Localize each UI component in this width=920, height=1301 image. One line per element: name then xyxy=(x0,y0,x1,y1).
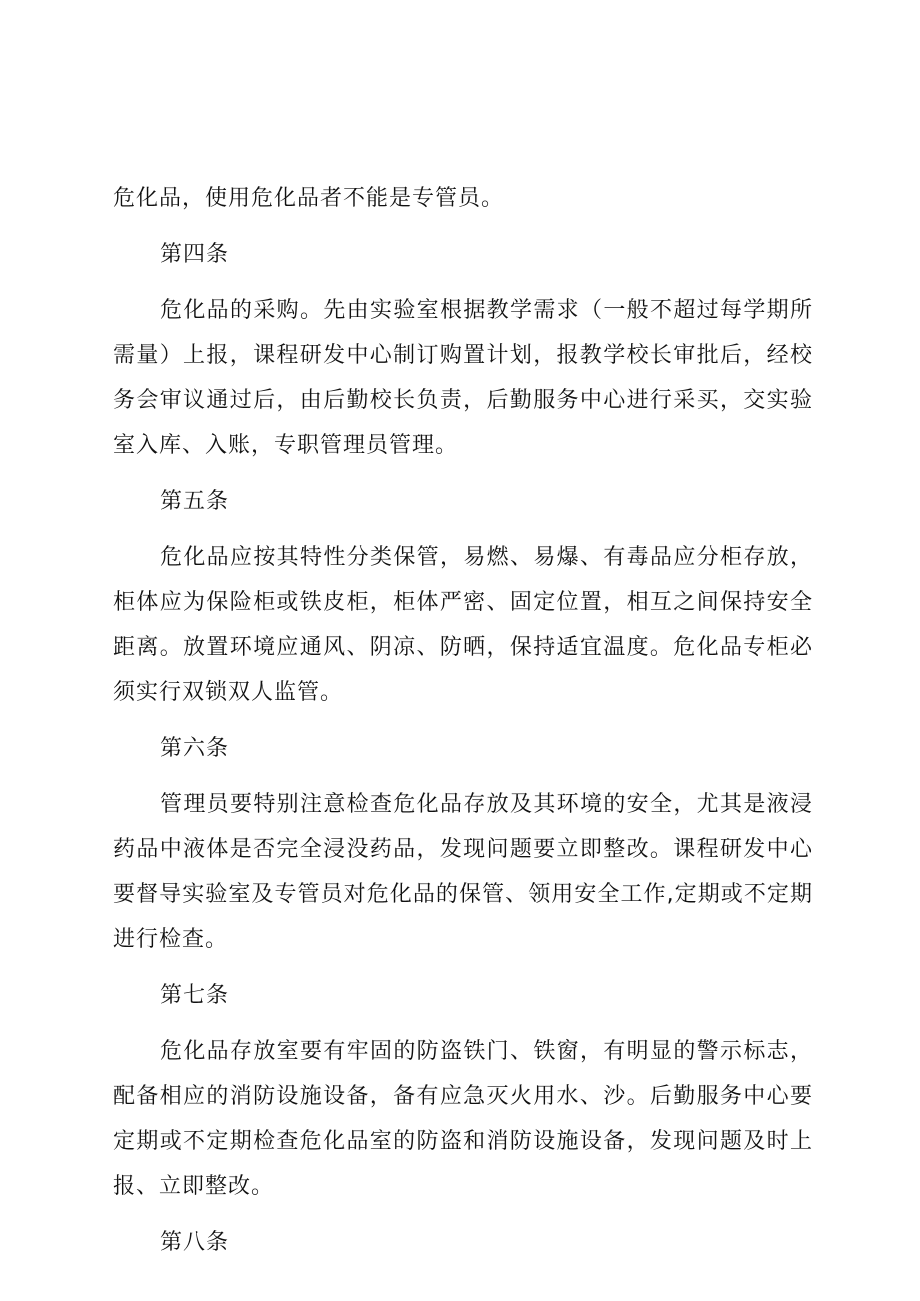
spacer xyxy=(113,715,813,726)
spacer xyxy=(113,1018,813,1029)
paragraph-continued: 危化品，使用危化品者不能是专管员。 xyxy=(113,186,505,211)
article-6-body: 管理员要特别注意检查危化品存放及其环境的安全，尤其是液浸药品中液体是否完全浸没药品，发现问题要立即整改。课程研发中心要督导实验室及专管员对危化品的保管、领用安全工作,定期或不定期进行检查。 xyxy=(113,792,813,952)
spacer xyxy=(113,524,813,535)
article-heading-5: 第五条 xyxy=(160,489,230,514)
spacer xyxy=(113,468,813,479)
document-body xyxy=(113,176,813,1265)
spacer xyxy=(113,221,813,232)
article-5-body: 危化品应按其特性分类保管，易燃、易爆、有毒品应分柜存放，柜体应为保险柜或铁皮柜，柜体严密、固定位置，相互之间保持安全距离。放置环境应通风、阴凉、防晒，保持适宜温度。危化品专柜必须实行双锁双人监管。 xyxy=(113,545,813,705)
spacer xyxy=(113,277,813,288)
spacer xyxy=(113,1209,813,1220)
article-heading-8: 第八条 xyxy=(160,1230,230,1255)
article-heading-6: 第六条 xyxy=(160,736,230,761)
article-4-body: 危化品的采购。先由实验室根据教学需求（一般不超过每学期所需量）上报，课程研发中心制订购置计划，报教学校长审批后，经校务会审议通过后，由后勤校长负责，后勤服务中心进行采买，交实验室入库、入账，专职管理员管理。 xyxy=(113,298,813,458)
article-heading-7: 第七条 xyxy=(160,983,230,1008)
spacer xyxy=(113,771,813,782)
article-heading-4: 第四条 xyxy=(160,242,230,267)
article-7-body: 危化品存放室要有牢固的防盗铁门、铁窗，有明显的警示标志，配备相应的消防设施设备，备有应急灭火用水、沙。后勤服务中心要定期或不定期检查危化品室的防盗和消防设施设备，发现问题及时上报、立即整改。 xyxy=(113,1039,813,1199)
spacer xyxy=(113,962,813,973)
